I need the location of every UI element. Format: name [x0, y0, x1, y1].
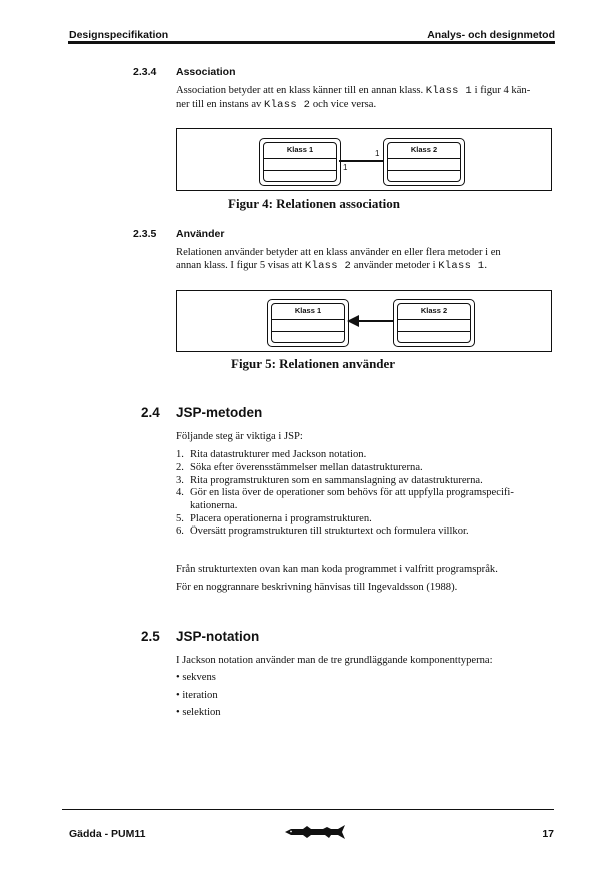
section-number-2-4: 2.4 — [141, 405, 160, 420]
figure-5-caption: Figur 5: Relationen använder — [231, 356, 396, 371]
figure-4-caption: Figur 4: Relationen association — [228, 196, 401, 211]
class-box-klass-1: Klass 1 — [259, 138, 341, 186]
figure-5-box — [176, 290, 552, 352]
section-number-2-5: 2.5 — [141, 629, 160, 644]
class-box-klass-2: Klass 2 — [383, 138, 465, 186]
anvander-paragraph: Relationen använder betyder att en klass använder en eller flera metoder i en annan klass. I figur 5 visas att Klass 2 använder metoder i Klass 1. — [176, 247, 501, 273]
class-box-klass-2: Klass 2 — [393, 299, 475, 347]
multiplicity-right: 1 — [375, 149, 380, 158]
jsp-notation-intro: I Jackson notation använder man de tre grundläggande komponenttyperna: — [176, 655, 493, 666]
section-number-2-3-5: 2.3.5 — [133, 228, 157, 240]
header-rule — [68, 41, 555, 44]
page-number: 17 — [542, 828, 554, 840]
list-item: 6. Översätt programstrukturen till strukturtext och formulera villkor. — [176, 525, 469, 537]
running-header-right: Analys- och designmetod — [427, 29, 555, 41]
list-item: 4. Gör en lista över de operationer som behövs för att uppfylla programspecifi-kationerna. — [176, 487, 514, 512]
class-box-klass-1: Klass 1 — [267, 299, 349, 347]
list-item: • sekvens — [176, 672, 216, 683]
section-title-jsp-notation: JSP-notation — [176, 629, 260, 644]
association-line — [339, 160, 383, 162]
list-item: • iteration — [176, 689, 218, 701]
jsp-outro-2: För en noggrannare beskrivning hänvisas till Ingevaldsson (1988). — [176, 582, 458, 593]
running-header-left: Designspecifikation — [69, 29, 169, 41]
jsp-steps-list — [176, 449, 552, 539]
list-item: 2. Söka efter överensstämmelser mellan datastrukturerna. — [176, 461, 423, 473]
component-type-list — [176, 669, 552, 722]
pike-fish-logo-icon — [283, 822, 353, 842]
list-item: • selektion — [176, 707, 221, 718]
section-title-jsp-metoden: JSP-metoden — [176, 405, 263, 420]
uses-arrow — [347, 313, 393, 329]
footer-rule — [62, 809, 554, 810]
multiplicity-left: 1 — [343, 163, 348, 172]
figure-4-box — [176, 128, 552, 191]
section-number-2-3-4: 2.3.4 — [133, 66, 157, 78]
section-title-anvander: Använder — [176, 228, 225, 240]
list-item: 3. Rita programstrukturen som en sammanslagning av datastrukturerna. — [176, 474, 483, 486]
association-paragraph: Association betyder att en klass känner till en annan klass. Klass 1 i figur 4 kän- ner till en instans av Klass 2 och vice versa. — [176, 85, 531, 112]
list-item: 5. Placera operationerna i programstrukturen. — [176, 512, 372, 524]
footer-left: Gädda - PUM11 — [69, 828, 146, 840]
section-title-association: Association — [176, 66, 236, 78]
jsp-intro: Följande steg är viktiga i JSP: — [176, 431, 303, 442]
list-item: 1. Rita datastrukturer med Jackson notation. — [176, 449, 367, 460]
jsp-outro-1: Från strukturtexten ovan kan man koda programmet i valfritt programspråk. — [176, 564, 498, 575]
